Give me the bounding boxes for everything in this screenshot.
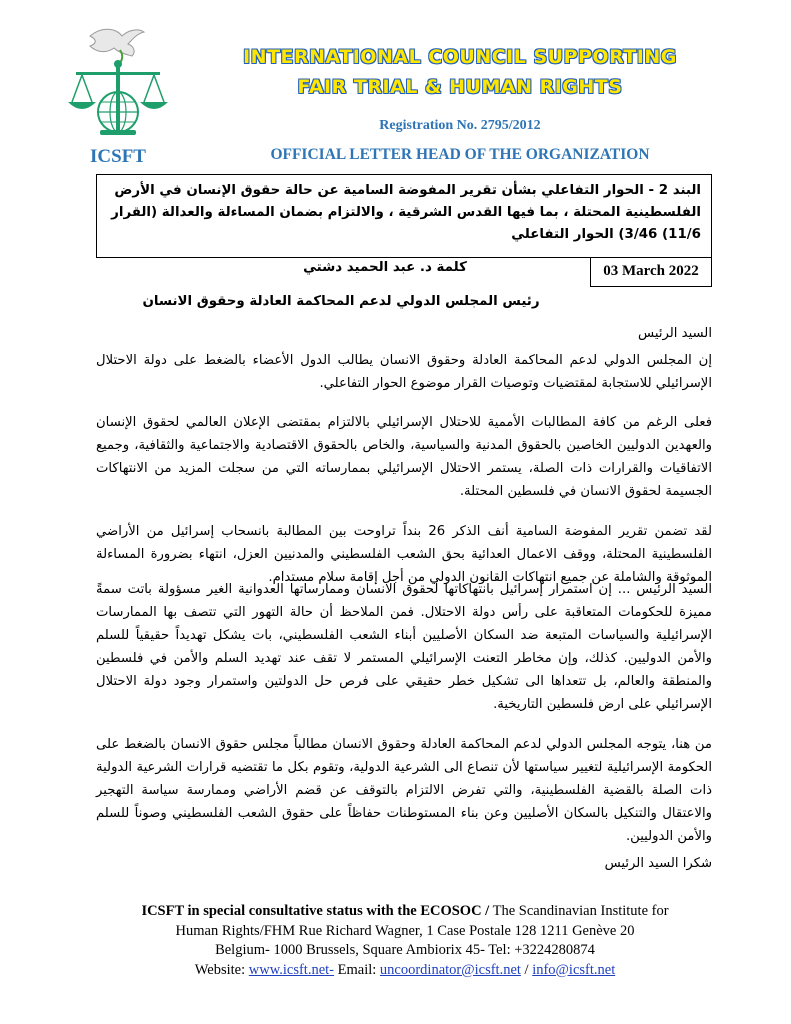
consultative-status: ICSFT in special consultative status with the ECOSOC /	[141, 903, 490, 919]
paragraph-1: إن المجلس الدولي لدعم المحاكمة العادلة وحقوق الانسان يطالب الدول الأعضاء بالضغط على دولة الاحتلال الإسرائيلي للاستجابة لمقتضيات وتوصيات القرار موضوع الحوار التفاعلي.	[96, 353, 712, 391]
website-label: Website:	[194, 961, 249, 978]
logo-acronym: ICSFT	[90, 146, 146, 167]
date-box: 03 March 2022	[590, 257, 712, 287]
speaker-name: كلمة د. عبد الحميد دشتي	[303, 260, 467, 275]
agenda-item-box	[96, 174, 712, 258]
email-link-coordinator[interactable]: uncoordinator@icsft.net	[379, 961, 521, 978]
paragraph-4: السيد الرئيس ... إن استمرار إسرائيل بانتهاكاتها لحقوق الانسان وممارساتها العدوانية الغير مسؤولة باتت سمةً مميزة للحكومات المتعاقبة على رأس دولة الاحتلال. فمن الملاحظ أن حالة التهور التي تتصف بها الممارسات الإسرائيلية والسياسات المتبعة ضد السكان الأصليين أبناء الشعب الفلسطيني، بات يشكل تهديداً حقيقياً للسلم والأمن الدوليين. كذلك، وإن مخاطر التعنت الإسرائيلي المستمر لا تقف عند تهديد السلم والأمن في فلسطين والمنطقة والعالم، بل تتعداها الى تشكيل خطر حقيقي على فرص حل الدولتين واستمرار وجود دولة الاحتلال الإسرائيلي على ارض فلسطين التاريخية.	[96, 582, 712, 712]
footer-line1	[60, 902, 750, 922]
paragraph-5: من هنا، يتوجه المجلس الدولي لدعم المحاكمة العادلة وحقوق الانسان مطالباً مجلس حقوق الانسان بالضغط على الحكومة الإسرائيلية لتغيير سياستها لأن تنصاع الى الشرعية الدولية، وتقوم بكل ما تقتضيه قرارات الشرعية الدولية ذات الصلة بالقضية الفلسطينية، والتي تفرض الالتزام بالتوقف عن قضم الأراضي وممارسة سياسة التهجير والاعتقال والتنكيل بالسكان الأصليين وعن بناء المستوطنات حفاظاً على حقوق الشعب الفلسطيني وصوناً للسلم والأمن الدوليين.	[96, 737, 712, 844]
email-label: Email:	[334, 961, 380, 978]
org-name-line2: FAIR TRIAL & HUMAN RIGHTS	[297, 76, 623, 98]
email-separator: /	[520, 961, 533, 978]
closing-thanks: شكرا السيد الرئيس	[604, 856, 712, 871]
footer-line4	[60, 961, 750, 981]
paragraph-3: لقد تضمن تقرير المفوضة السامية أنف الذكر 26 بنداً تراوحت بين المطالبة بانسحاب إسرائيل من الأراضي الفلسطينية المحتلة، ووقف الاعمال العدائية بحق الشعب الفلسطيني والمدنيين العزل، انتهاء بضرورة المساءلة الموثوقة والشاملة عن جميع انتهاكات القانون الدولي من أجل إقامة سلام مستدام.	[96, 524, 712, 585]
email-link-info[interactable]: info@icsft.net	[532, 961, 616, 978]
salutation: السيد الرئيس	[638, 326, 712, 341]
footer-line3: Belgium- 1000 Brussels, Square Ambiorix 45- Tel: +3224280874	[215, 942, 595, 958]
footer-line2: Human Rights/FHM Rue Richard Wagner, 1 Case Postale 128 1211 Genève 20	[175, 922, 635, 939]
official-letterhead-label: OFFICIAL LETTER HEAD OF THE ORGANIZATION	[270, 146, 650, 163]
agenda-item-text: البند 2 - الحوار التفاعلي بشأن تقرير المفوضة السامية عن حالة حقوق الإنسان في الأرض الفلسطينية المحتلة ، بما فيها القدس الشرقية ، والالتزام بضمان المساءلة والعدالة (القرار 11/6) 3/46) الحوار التفاعلي	[111, 183, 701, 242]
paragraph-2: فعلى الرغم من كافة المطالبات الأممية للاحتلال الإسرائيلي بالالتزام بمقتضى الإعلان العالمي لحقوق الإنسان والعهدين الدوليين الخاصين بالحقوق المدنية والسياسية، والخاص بالحقوق الاقتصادية والاجتماعية والثقافية، وجميع الاتفاقيات والقرارات ذات الصلة، يستمر الاحتلال الإسرائيلي بممارساته التي من سجلت المزيد من الانتهاكات الجسيمة لحقوق الانسان في فلسطين المحتلة.	[96, 415, 712, 499]
registration-number: Registration No. 2795/2012	[379, 118, 541, 133]
scales-of-justice-icon	[68, 60, 168, 135]
website-link[interactable]: www.icsft.net-	[248, 961, 334, 978]
footer-address-part1: The Scandinavian Institute for	[489, 903, 669, 919]
org-name-line1: INTERNATIONAL COUNCIL SUPPORTING	[243, 46, 677, 68]
footer	[60, 902, 750, 980]
speaker-title: رئيس المجلس الدولي لدعم المحاكمة العادلة وحقوق الانسان	[142, 294, 540, 309]
